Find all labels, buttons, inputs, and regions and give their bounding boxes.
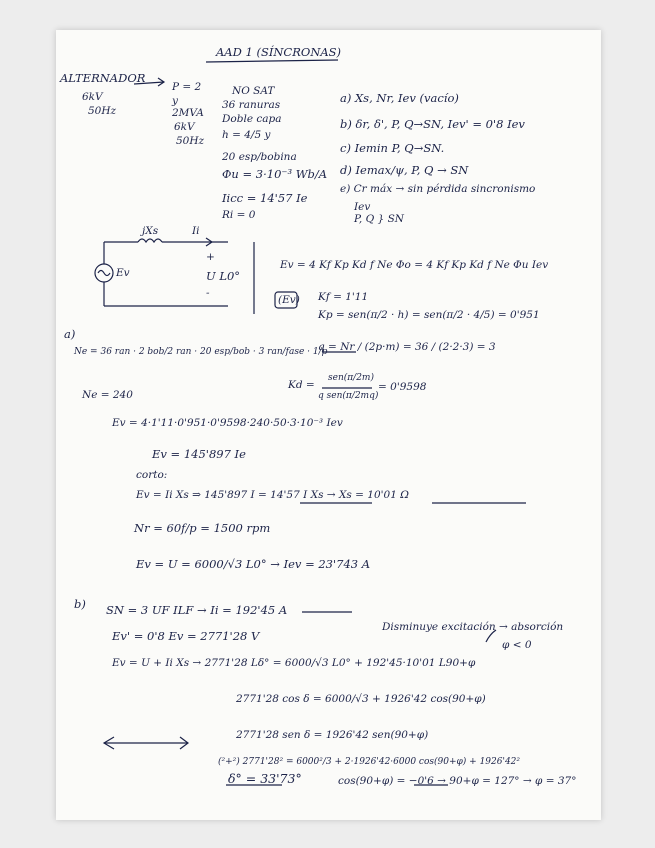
question-c: c) Iemin P, Q→SN. (340, 141, 445, 155)
question-e-iev: Iev (354, 201, 371, 213)
ev-formula: Ev = 4 Kf Kp Kd f Ne Φo = 4 Kf Kp Kd f Ne Φu Iev (280, 259, 549, 271)
given-phi: Φu = 3·10⁻³ Wb/A (222, 167, 328, 181)
ev-prime: Ev' = 0'8 Ev = 2771'28 V (112, 629, 260, 643)
ne-expression: Ne = 36 ran · 2 bob/2 ran · 20 esp/bob · 3 ran/fase · 1/p (74, 347, 328, 357)
given-kv: 6kV (82, 91, 103, 103)
given-hz: 50Hz (88, 105, 117, 117)
squared-equation: (²+²) 2771'28² = 6000²/3 + 2·1926'42·6000 cos(90+φ) + 1926'42² (218, 757, 521, 767)
note-phi: φ < 0 (502, 639, 532, 651)
given-nosat: NO SAT (232, 85, 275, 97)
given-kv2: 6kV (174, 121, 195, 133)
kp-value: Kp = sen(π/2 · h) = sen(π/2 · 4/5) = 0'951 (318, 309, 540, 321)
ev-calculation: Ev = 4·1'11·0'951·0'9598·240·50·3·10⁻³ Iev (112, 417, 343, 429)
given-ranuras: 36 ranuras (222, 99, 281, 111)
given-icc: Iicc = 14'57 Ie (222, 191, 308, 205)
short-circuit-equation: Ev = Ii Xs ⇒ 145'897 I = 14'57 I Xs → Xs = 10'01 Ω (136, 489, 409, 501)
alternator-label: ALTERNADOR (60, 71, 146, 85)
short-circuit-label: corto: (136, 469, 168, 481)
circuit-current: Ii (192, 225, 200, 237)
q-expression: q = Nr / (2p·m) = 36 / (2·2·3) = 3 (318, 341, 496, 353)
question-e: e) Cr máx → sin pérdida sincronismo (340, 183, 536, 195)
part-b-label: b) (74, 597, 86, 611)
circuit-minus: - (206, 287, 210, 299)
ev-box: (Ev) (278, 294, 300, 306)
nr-value: Nr = 60f/p = 1500 rpm (134, 521, 271, 535)
ne-value: Ne = 240 (82, 389, 133, 401)
question-d: d) Iemax/ψ, P, Q → SN (340, 163, 469, 177)
note-excitation: Disminuye excitación → absorción (382, 621, 564, 633)
handwritten-page (56, 30, 601, 820)
circuit-voltage: U L0° (206, 269, 241, 283)
kd-label: Kd = (288, 379, 315, 391)
given-mva: 2MVA (172, 107, 204, 119)
given-p: P = 2 (172, 81, 202, 93)
given-y: y (172, 95, 178, 107)
kd-value: = 0'9598 (378, 381, 427, 393)
kf-value: Kf = 1'11 (318, 291, 369, 303)
page-title: AAD 1 (SÍNCRONAS) (216, 45, 342, 59)
no-load-equation: Ev = U = 6000/√3 L0° → Iev = 23'743 A (136, 557, 371, 571)
question-a: a) Xs, Nr, Iev (vacío) (340, 91, 459, 105)
part-a-label: a) (64, 327, 76, 341)
cos-equation: 2771'28 cos δ = 6000/√3 + 1926'42 cos(90+φ) (236, 693, 486, 705)
kd-denominator: q sen(π/2mq) (318, 391, 379, 401)
sin-equation: 2771'28 sen δ = 1926'42 sen(90+φ) (236, 729, 429, 741)
ev-result: Ev = 145'897 Ie (152, 447, 246, 461)
given-doble-capa: Doble capa (222, 113, 282, 125)
circuit-plus: + (206, 251, 215, 263)
given-h: h = 4/5 y (222, 129, 271, 141)
circuit-ev: Ev (116, 267, 130, 279)
phasor-equation: Ev = U + Ii Xs → 2771'28 Lδ° = 6000/√3 L0° + 192'45·10'01 L90+φ (112, 657, 476, 669)
given-ri: Ri = 0 (222, 209, 256, 221)
given-espiras: 20 esp/bobina (222, 151, 297, 163)
kd-numerator: sen(π/2m) (328, 373, 374, 383)
phi-result: cos(90+φ) = −0'6 → 90+φ = 127° → φ = 37° (338, 775, 577, 787)
given-hz2: 50Hz (176, 135, 205, 147)
delta-result: δ° = 33'73° (228, 771, 302, 786)
sn-equation: SN = 3 UF ILF → Ii = 192'45 A (106, 603, 288, 617)
question-b: b) δr, δ', P, Q→SN, Iev' = 0'8 Iev (340, 117, 525, 131)
question-e-pq: P, Q } SN (354, 213, 404, 225)
circuit-jxs: jXs (142, 225, 159, 237)
